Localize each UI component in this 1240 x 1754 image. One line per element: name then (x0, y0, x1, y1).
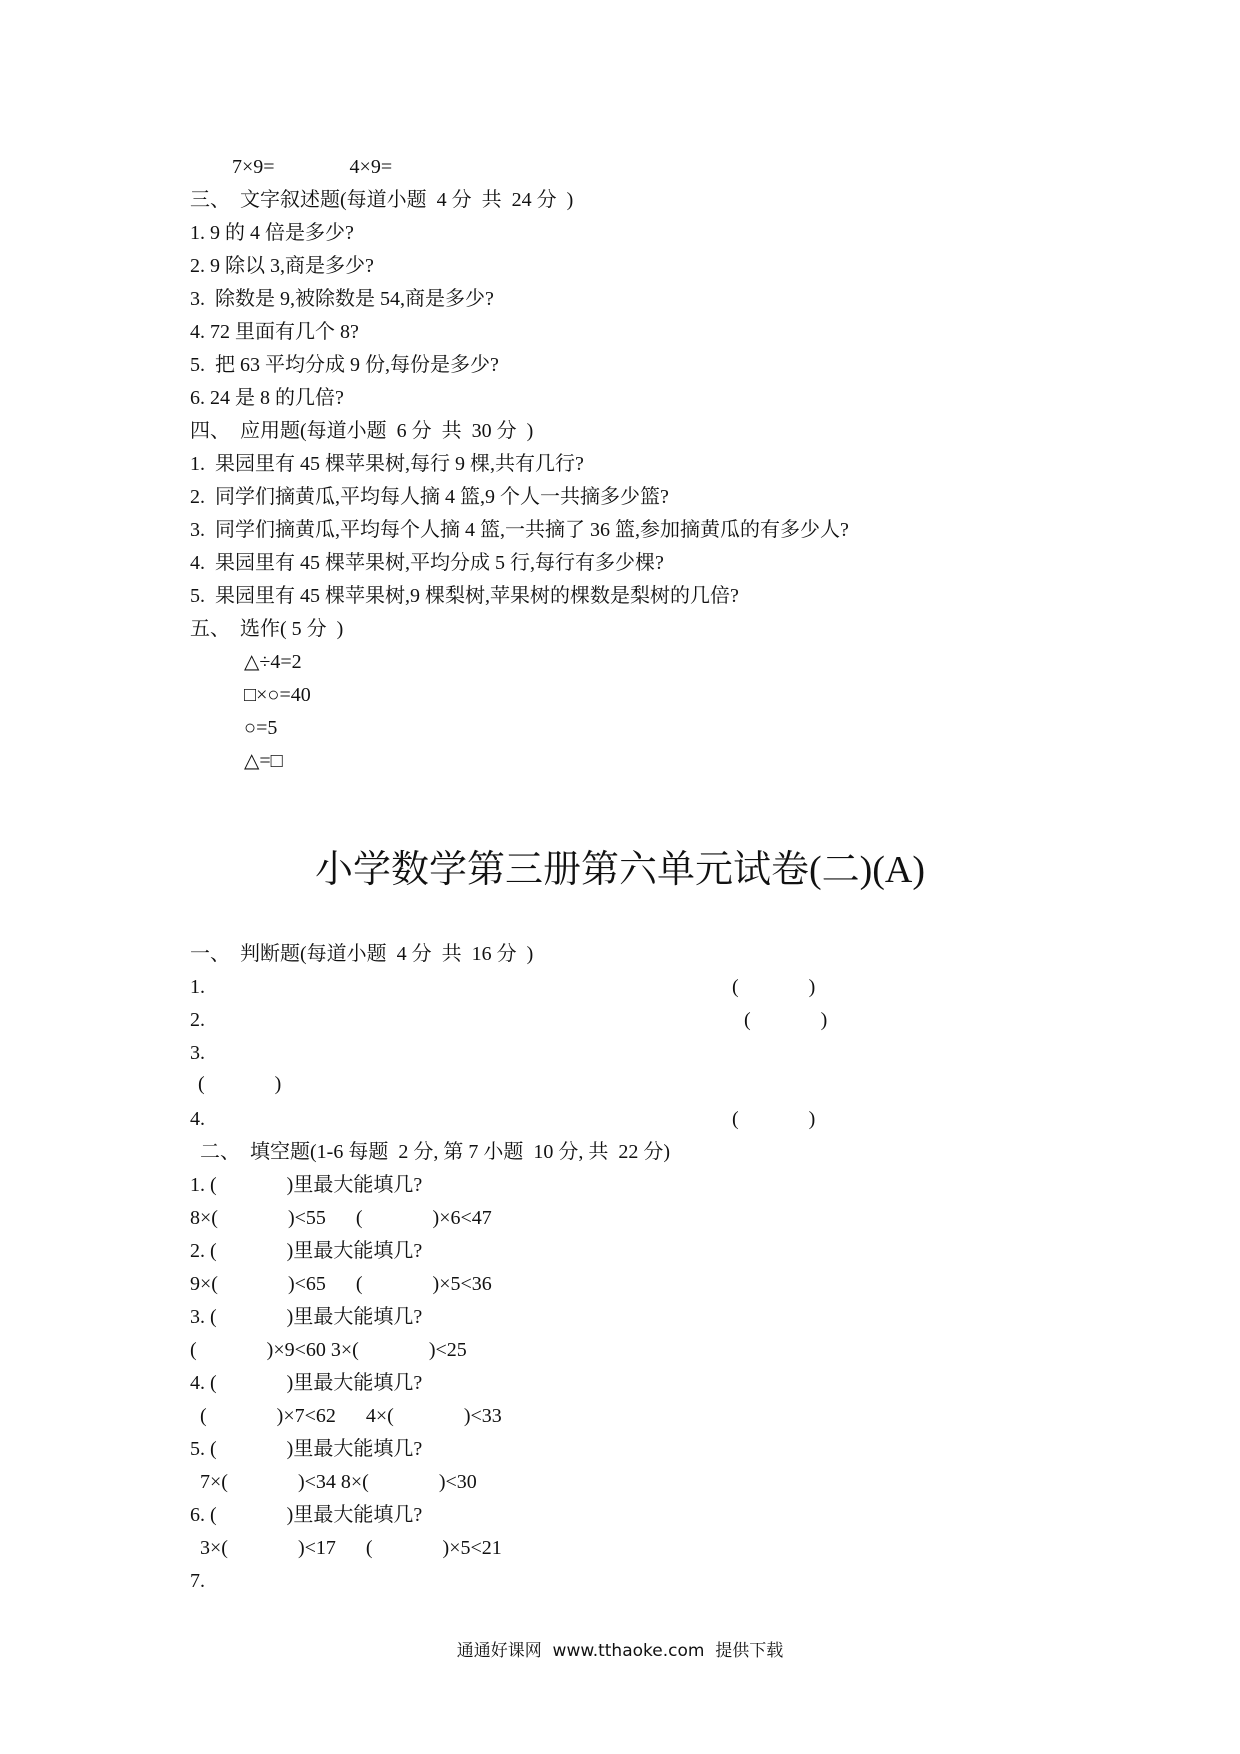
question-line: 8×( )<55 ( )×6<47 (190, 1207, 492, 1229)
question-number: 1. (190, 976, 205, 998)
question-line: 3×( )<17 ( )×5<21 (190, 1537, 502, 1559)
question-line: 1. 9 的 4 倍是多少? (190, 222, 354, 244)
question-number: 4. (190, 1108, 205, 1130)
question-line: 4. 果园里有 45 棵苹果树,平均分成 5 行,每行有多少棵? (190, 552, 664, 574)
equation-line: △÷4=2 (244, 651, 302, 673)
section-heading: 三、 文字叙述题(每道小题 4 分 共 24 分 ) (190, 189, 574, 211)
question-line: 4. ( )里最大能填几? (190, 1372, 423, 1394)
question-line: 7. (190, 1570, 205, 1592)
question-line: 3. 除数是 9,被除数是 54,商是多少? (190, 288, 494, 310)
equation-line: ○=5 (244, 717, 278, 739)
question-line: 2. ( )里最大能填几? (190, 1240, 423, 1262)
equation-line: □×○=40 (244, 684, 311, 706)
question-line: 5. 果园里有 45 棵苹果树,9 棵梨树,苹果树的棵数是梨树的几倍? (190, 585, 739, 607)
section-heading: 五、 选作( 5 分 ) (190, 618, 344, 640)
question-line: 6. ( )里最大能填几? (190, 1504, 423, 1526)
question-line: 7×( )<34 8×( )<30 (190, 1471, 477, 1493)
question-line: ( )×7<62 4×( )<33 (190, 1405, 502, 1427)
question-line: 4. 72 里面有几个 8? (190, 321, 359, 343)
page-footer: 通通好课网 www.tthaoke.com 提供下载 (456, 1641, 784, 1661)
question-line: 2. 同学们摘黄瓜,平均每人摘 4 篮,9 个人一共摘多少篮? (190, 486, 669, 508)
text-line: 7×9= 4×9= (232, 156, 393, 178)
answer-parentheses: ( ) (732, 976, 816, 998)
section-heading: 一、 判断题(每道小题 4 分 共 16 分 ) (190, 943, 534, 965)
exam-title: 小学数学第三册第六单元试卷(二)(A) (314, 849, 926, 891)
section-heading: 四、 应用题(每道小题 6 分 共 30 分 ) (190, 420, 534, 442)
answer-parentheses: ( ) (732, 1108, 816, 1130)
equation-line: △=□ (244, 750, 283, 772)
question-line: 9×( )<65 ( )×5<36 (190, 1273, 492, 1295)
question-line: 6. 24 是 8 的几倍? (190, 387, 344, 409)
question-line: 2. 9 除以 3,商是多少? (190, 255, 374, 277)
question-line: 5. ( )里最大能填几? (190, 1438, 423, 1460)
answer-parentheses: ( ) (198, 1073, 282, 1095)
question-line: 3. 同学们摘黄瓜,平均每个人摘 4 篮,一共摘了 36 篮,参加摘黄瓜的有多少人? (190, 519, 849, 541)
answer-parentheses: ( ) (744, 1009, 828, 1031)
question-line: 3. ( )里最大能填几? (190, 1306, 423, 1328)
question-number: 2. (190, 1009, 205, 1031)
question-number: 3. (190, 1042, 205, 1064)
question-line: ( )×9<60 3×( )<25 (190, 1339, 467, 1361)
question-line: 1. 果园里有 45 棵苹果树,每行 9 棵,共有几行? (190, 453, 584, 475)
question-line: 1. ( )里最大能填几? (190, 1174, 423, 1196)
section-heading: 二、 填空题(1-6 每题 2 分, 第 7 小题 10 分, 共 22 分) (200, 1141, 670, 1163)
question-line: 5. 把 63 平均分成 9 份,每份是多少? (190, 354, 499, 376)
